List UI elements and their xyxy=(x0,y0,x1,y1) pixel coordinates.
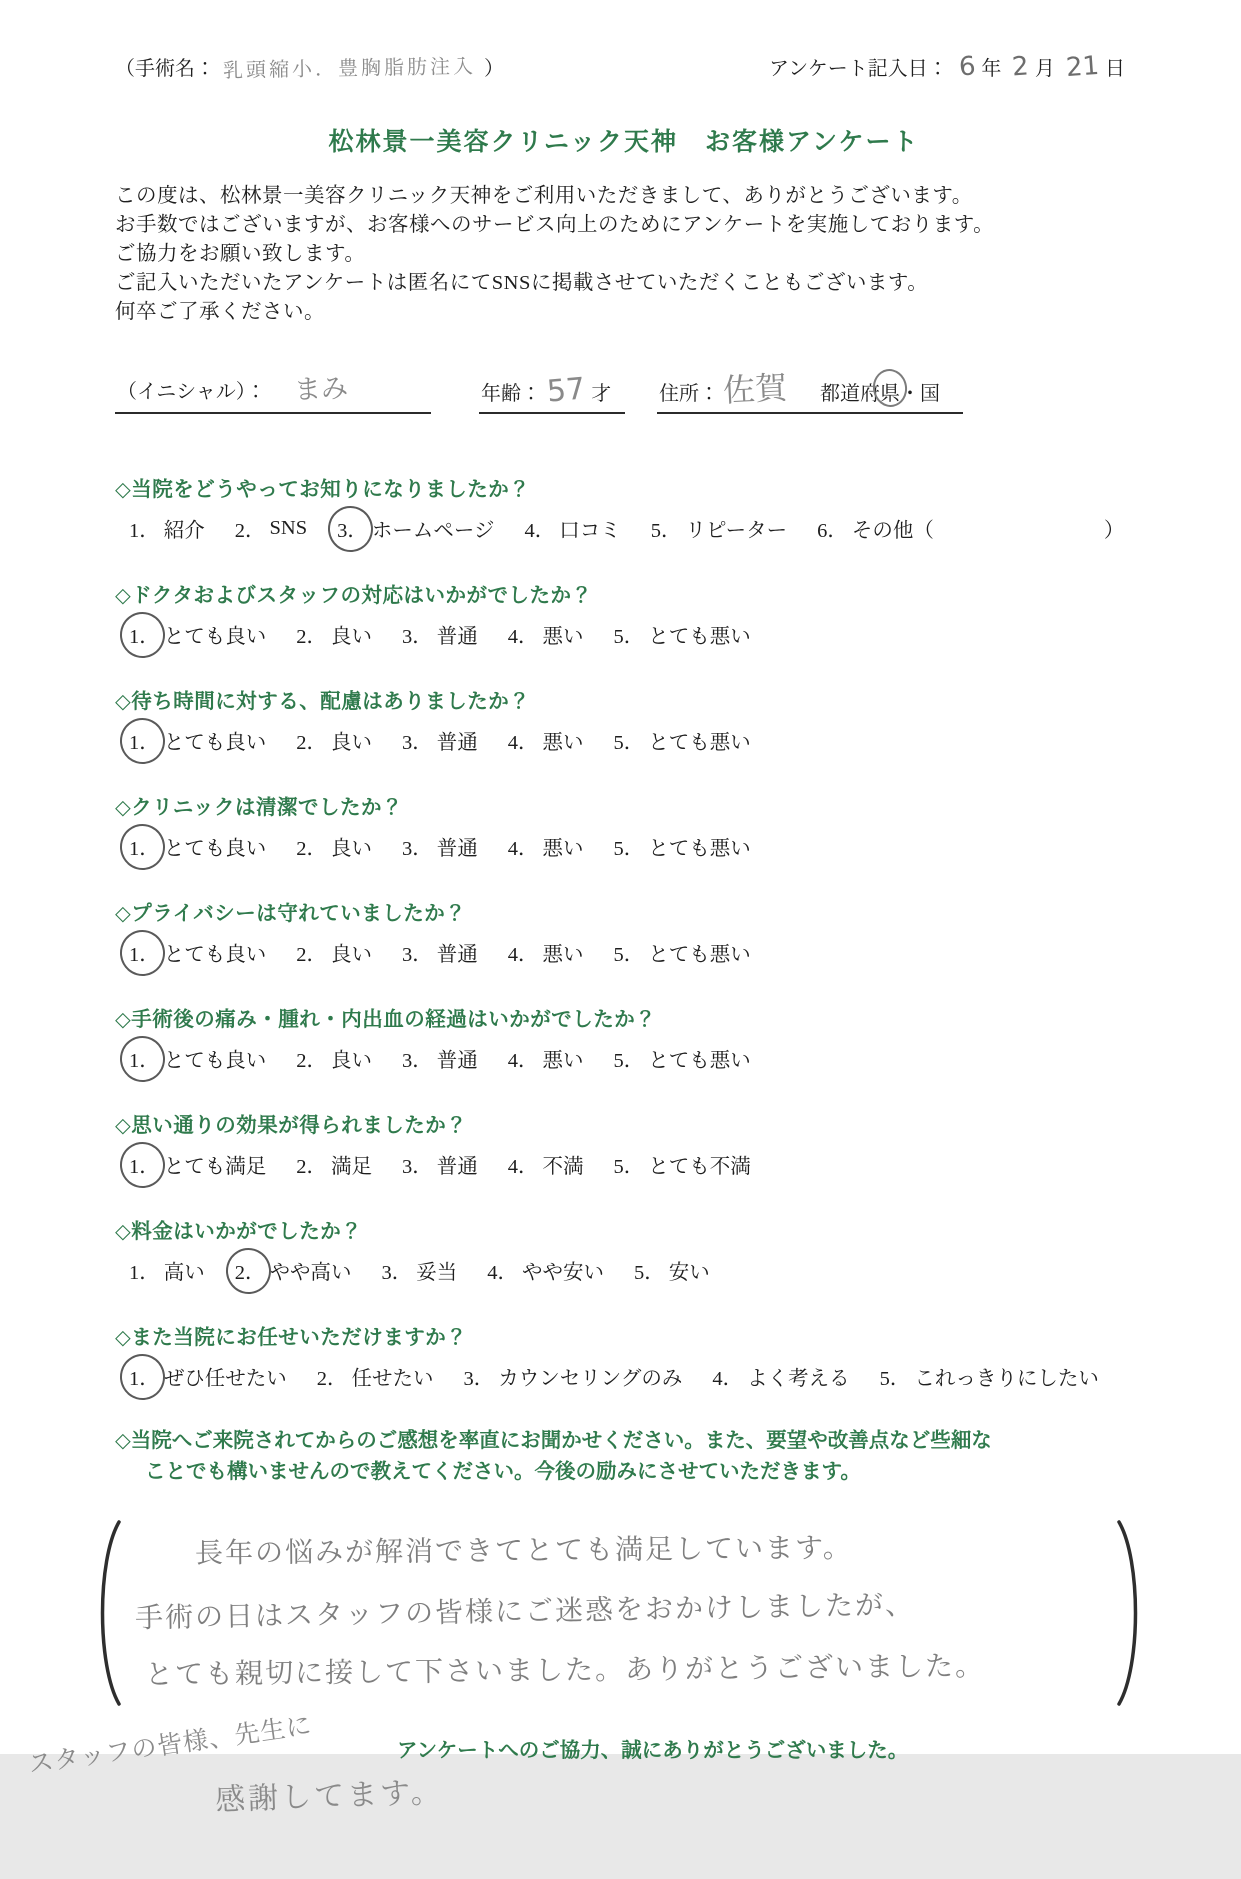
option-number: 2． xyxy=(296,944,327,966)
option-2 xyxy=(235,1255,352,1285)
option-label: とても良い xyxy=(163,944,267,966)
option-number: 4． xyxy=(524,520,556,542)
address-field xyxy=(657,368,963,414)
option-3 xyxy=(337,513,494,543)
option-number: 2． xyxy=(234,520,266,542)
intro-line-3: ご協力をお願い致します。 xyxy=(115,243,366,265)
option-number: 3． xyxy=(402,944,433,966)
handwritten-comment-box xyxy=(115,1518,1133,1713)
question-title: ◇ドクタおよびスタッフの対応はいかがでしたか？ xyxy=(115,585,593,607)
age-suffix: 才 xyxy=(591,383,612,405)
option-3 xyxy=(402,831,478,861)
option-number: 4． xyxy=(507,944,539,966)
handwritten-comment-lines xyxy=(133,1520,1103,1700)
header-row xyxy=(115,52,1133,82)
option-3 xyxy=(464,1361,683,1391)
option-label: 悪い xyxy=(542,626,584,648)
option-number: 1． xyxy=(129,520,160,542)
initial-label: （イニシャル）： xyxy=(117,381,266,403)
survey-date-field xyxy=(769,52,1125,82)
option-2 xyxy=(296,619,372,649)
comment-line-3: とても親切に接して下さいました。ありがとうございました。 xyxy=(144,1649,986,1691)
option-label: 安い xyxy=(668,1262,710,1284)
option-label: 普通 xyxy=(436,732,478,754)
option-number: 1． xyxy=(129,1262,160,1284)
address-handwritten: 佐賀 xyxy=(722,368,788,410)
question-block-7 xyxy=(115,1108,1133,1179)
surgery-name-handwritten: 乳頭縮小．豊胸脂肪注入 xyxy=(222,53,477,83)
selected-option-circle: 1． xyxy=(129,1149,160,1179)
option-label: やや高い xyxy=(269,1262,352,1284)
date-day-handwritten: 21 xyxy=(1064,50,1101,84)
option-label: やや安い xyxy=(522,1262,604,1284)
option-5 xyxy=(651,513,787,543)
intro-line-2: お手数ではございますが、お客様へのサービス向上のためにアンケートを実施しております。 xyxy=(115,214,995,236)
option-label: とても悪い xyxy=(648,944,751,966)
question-options xyxy=(115,725,1133,755)
option-label: 良い xyxy=(331,732,372,754)
question-title: ◇料金はいかがでしたか？ xyxy=(115,1221,363,1243)
option-number: 3． xyxy=(402,732,433,754)
option-label: 口コミ xyxy=(559,520,621,542)
option-4 xyxy=(487,1255,604,1285)
option-number: 5． xyxy=(650,520,682,542)
option-number: 5． xyxy=(613,1050,645,1072)
address-label: 住所： xyxy=(659,383,719,405)
option-label: 妥当 xyxy=(416,1262,458,1284)
intro-line-1: この度は、松林景一美容クリニック天神をご利用いただきまして、ありがとうございます。 xyxy=(115,185,973,207)
comment-line-1: 長年の悩みが解消できてとても満足しています。 xyxy=(194,1530,853,1570)
option-label: ホームページ xyxy=(371,520,495,542)
option-label: とても不満 xyxy=(648,1156,751,1178)
option-3 xyxy=(402,725,478,755)
option-6 xyxy=(817,513,1124,543)
option-label: 良い xyxy=(331,944,372,966)
option-label: 普通 xyxy=(436,838,478,860)
option-label: 任せたい xyxy=(351,1368,434,1390)
option-label: 悪い xyxy=(542,732,584,754)
selected-option-circle: 1． xyxy=(129,937,160,967)
option-number: 5． xyxy=(613,1156,645,1178)
option-label: リピーター xyxy=(685,520,788,542)
selected-option-circle: 1． xyxy=(129,831,160,861)
question-title: ◇クリニックは清潔でしたか？ xyxy=(115,797,404,819)
option-1 xyxy=(129,1043,266,1073)
option-number: 5． xyxy=(613,838,645,860)
question-options xyxy=(115,1149,1133,1179)
day-suffix: 日 xyxy=(1105,58,1125,80)
option-4 xyxy=(508,725,584,755)
year-suffix: 年 xyxy=(981,58,1002,80)
question-block-2 xyxy=(115,578,1133,649)
option-number: 4． xyxy=(507,732,539,754)
option-number: 5． xyxy=(634,1262,665,1284)
question-title: ◇プライバシーは守れていましたか？ xyxy=(115,903,467,925)
option-number: 3． xyxy=(402,1156,433,1178)
option-5 xyxy=(614,619,751,649)
option-number: 5． xyxy=(613,732,645,754)
page-title: 松林景一美容クリニック天神 お客様アンケート xyxy=(328,129,920,156)
option-label: ぜひ任せたい xyxy=(163,1368,287,1390)
question-block-1 xyxy=(115,472,1133,543)
option-2 xyxy=(296,725,372,755)
age-label: 年齢： xyxy=(481,383,541,405)
option-label: とても悪い xyxy=(648,732,751,754)
option-3 xyxy=(402,1043,478,1073)
profile-row xyxy=(115,367,1133,414)
option-2 xyxy=(296,1149,372,1179)
option-number: 3． xyxy=(402,1050,433,1072)
option-label: 普通 xyxy=(436,944,478,966)
option-4 xyxy=(508,1043,584,1073)
option-paren-close: ） xyxy=(1103,520,1125,542)
surgery-label-prefix: （手術名： xyxy=(115,58,215,80)
date-year-handwritten: 6 xyxy=(957,51,977,83)
initial-field xyxy=(115,367,431,414)
option-label: SNS xyxy=(269,516,308,539)
option-label: 悪い xyxy=(542,944,584,966)
option-4 xyxy=(508,831,584,861)
intro-line-4: ご記入いただいたアンケートは匿名にてSNSに掲載させていただくこともございます。 xyxy=(115,272,929,294)
option-5 xyxy=(614,725,751,755)
question-options xyxy=(115,1043,1133,1073)
option-1 xyxy=(129,937,266,967)
month-suffix: 月 xyxy=(1034,58,1055,80)
option-number: 3． xyxy=(402,838,433,860)
option-label: その他（ xyxy=(851,520,934,542)
selected-option-circle: 1． xyxy=(129,619,160,649)
question-block-6 xyxy=(115,1002,1133,1073)
option-label: よく考える xyxy=(747,1368,850,1390)
footer-handwritten-note: 感謝してます。 xyxy=(214,1775,445,1818)
option-label: とても良い xyxy=(163,732,267,754)
option-3 xyxy=(382,1255,458,1285)
option-5 xyxy=(614,1149,751,1179)
option-number: 5． xyxy=(879,1368,911,1390)
question-title: ◇また当院にお任せいただけますか？ xyxy=(115,1327,468,1349)
footer-handwritten-prefix: スタッフの皆様、先生に xyxy=(26,1710,314,1779)
option-label: とても悪い xyxy=(648,838,751,860)
option-number: 5． xyxy=(613,944,645,966)
option-number: 4． xyxy=(507,1156,539,1178)
option-5 xyxy=(634,1255,710,1285)
option-label: 悪い xyxy=(542,838,584,860)
question-options xyxy=(115,1255,1133,1285)
question-title: ◇当院をどうやってお知りになりましたか？ xyxy=(115,479,531,501)
option-1 xyxy=(129,513,205,543)
question-title: ◇手術後の痛み・腫れ・内出血の経過はいかがでしたか？ xyxy=(115,1009,657,1031)
option-4 xyxy=(524,513,620,543)
option-number: 5． xyxy=(613,626,645,648)
option-label: とても満足 xyxy=(163,1156,267,1178)
option-number: 2． xyxy=(296,1156,327,1178)
intro-line-5: 何卒ご了承ください。 xyxy=(115,301,325,323)
option-label: 紹介 xyxy=(163,520,205,542)
age-field xyxy=(479,371,625,414)
option-1 xyxy=(129,1361,287,1391)
selected-option-circle: 2． xyxy=(235,1255,266,1285)
footer xyxy=(26,1710,1133,1879)
selected-option-circle: 1． xyxy=(129,1361,160,1391)
option-number: 4． xyxy=(507,1050,539,1072)
comment-line-2: 手術の日はスタッフの皆様にご迷惑をおかけしましたが、 xyxy=(134,1587,916,1635)
option-5 xyxy=(880,1361,1099,1391)
surgery-label-suffix: ） xyxy=(484,58,504,80)
option-label: 悪い xyxy=(542,1050,584,1072)
option-label: とても良い xyxy=(163,1050,267,1072)
option-number: 6． xyxy=(817,520,848,542)
question-block-9 xyxy=(115,1320,1133,1391)
question-options xyxy=(115,831,1133,861)
option-1 xyxy=(129,619,266,649)
option-5 xyxy=(614,831,751,861)
comment-prompt-line2: ことでも構いませんので教えてください。今後の励みにさせていただきます。 xyxy=(145,1461,861,1483)
option-label: とても悪い xyxy=(648,1050,751,1072)
question-title: ◇思い通りの効果が得られましたか？ xyxy=(115,1115,468,1137)
question-options xyxy=(115,1361,1133,1391)
questions-list xyxy=(115,472,1133,1391)
footer-thanks-text: アンケートへのご協力、誠にありがとうございました。 xyxy=(397,1740,909,1762)
option-3 xyxy=(402,619,478,649)
option-1 xyxy=(129,1149,266,1179)
option-number: 2． xyxy=(296,1050,327,1072)
option-label: カウンセリングのみ xyxy=(498,1368,683,1390)
option-2 xyxy=(296,937,372,967)
option-3 xyxy=(402,937,478,967)
option-2 xyxy=(296,831,372,861)
option-2 xyxy=(317,1361,434,1391)
prefecture-circle-mark: 県 xyxy=(880,377,900,406)
option-4 xyxy=(712,1361,849,1391)
option-label: 満足 xyxy=(331,1156,372,1178)
question-block-8 xyxy=(115,1214,1133,1285)
option-4 xyxy=(508,937,584,967)
question-options xyxy=(115,937,1133,967)
option-label: これっきりにしたい xyxy=(914,1368,1099,1390)
option-number: 3． xyxy=(402,626,433,648)
age-handwritten: 57 xyxy=(545,371,587,410)
option-label: 良い xyxy=(331,626,372,648)
surgery-name-field xyxy=(115,52,504,81)
option-label: 良い xyxy=(331,838,372,860)
option-label: とても良い xyxy=(163,626,267,648)
date-month-handwritten: 2 xyxy=(1011,51,1030,83)
option-2 xyxy=(235,513,307,543)
option-4 xyxy=(508,619,584,649)
option-number: 3． xyxy=(463,1368,495,1390)
prefecture-country-label: 都道府県・国 xyxy=(820,383,940,405)
question-block-4 xyxy=(115,790,1133,861)
option-number: 4． xyxy=(712,1368,744,1390)
comment-prompt xyxy=(115,1426,1133,1488)
question-block-5 xyxy=(115,896,1133,967)
option-label: とても良い xyxy=(163,838,267,860)
question-options xyxy=(115,513,1133,543)
option-label: 普通 xyxy=(436,626,478,648)
option-number: 2． xyxy=(316,1368,348,1390)
option-number: 3． xyxy=(381,1262,413,1284)
option-number: 4． xyxy=(507,626,539,648)
option-number: 2． xyxy=(296,732,327,754)
right-bracket-mark xyxy=(1115,1518,1149,1708)
option-label: とても悪い xyxy=(648,626,751,648)
option-label: 普通 xyxy=(436,1156,478,1178)
selected-option-circle: 1． xyxy=(129,725,160,755)
question-options xyxy=(115,619,1133,649)
option-3 xyxy=(402,1149,478,1179)
question-title: ◇待ち時間に対する、配慮はありましたか？ xyxy=(115,691,531,713)
question-block-3 xyxy=(115,684,1133,755)
date-label: アンケート記入日： xyxy=(769,58,948,80)
option-label: 高い xyxy=(163,1262,205,1284)
intro-paragraph xyxy=(115,182,1133,327)
option-number: 4． xyxy=(507,838,539,860)
option-label: 普通 xyxy=(436,1050,478,1072)
selected-option-circle: 3． xyxy=(337,513,368,543)
option-number: 2． xyxy=(296,838,327,860)
initial-handwritten: まみ xyxy=(293,373,349,406)
option-number: 4． xyxy=(487,1262,518,1284)
option-1 xyxy=(129,831,266,861)
option-1 xyxy=(129,725,266,755)
left-bracket-mark xyxy=(89,1518,123,1708)
option-number: 2． xyxy=(296,626,327,648)
option-1 xyxy=(129,1255,205,1285)
option-4 xyxy=(508,1149,584,1179)
option-label: 良い xyxy=(331,1050,372,1072)
comment-prompt-line1: ◇当院へご来院されてからのご感想を率直にお聞かせください。また、要望や改善点など些細な xyxy=(115,1430,992,1452)
selected-option-circle: 1． xyxy=(129,1043,160,1073)
option-5 xyxy=(614,1043,751,1073)
option-5 xyxy=(614,937,751,967)
option-2 xyxy=(296,1043,372,1073)
option-label: 不満 xyxy=(542,1156,584,1178)
